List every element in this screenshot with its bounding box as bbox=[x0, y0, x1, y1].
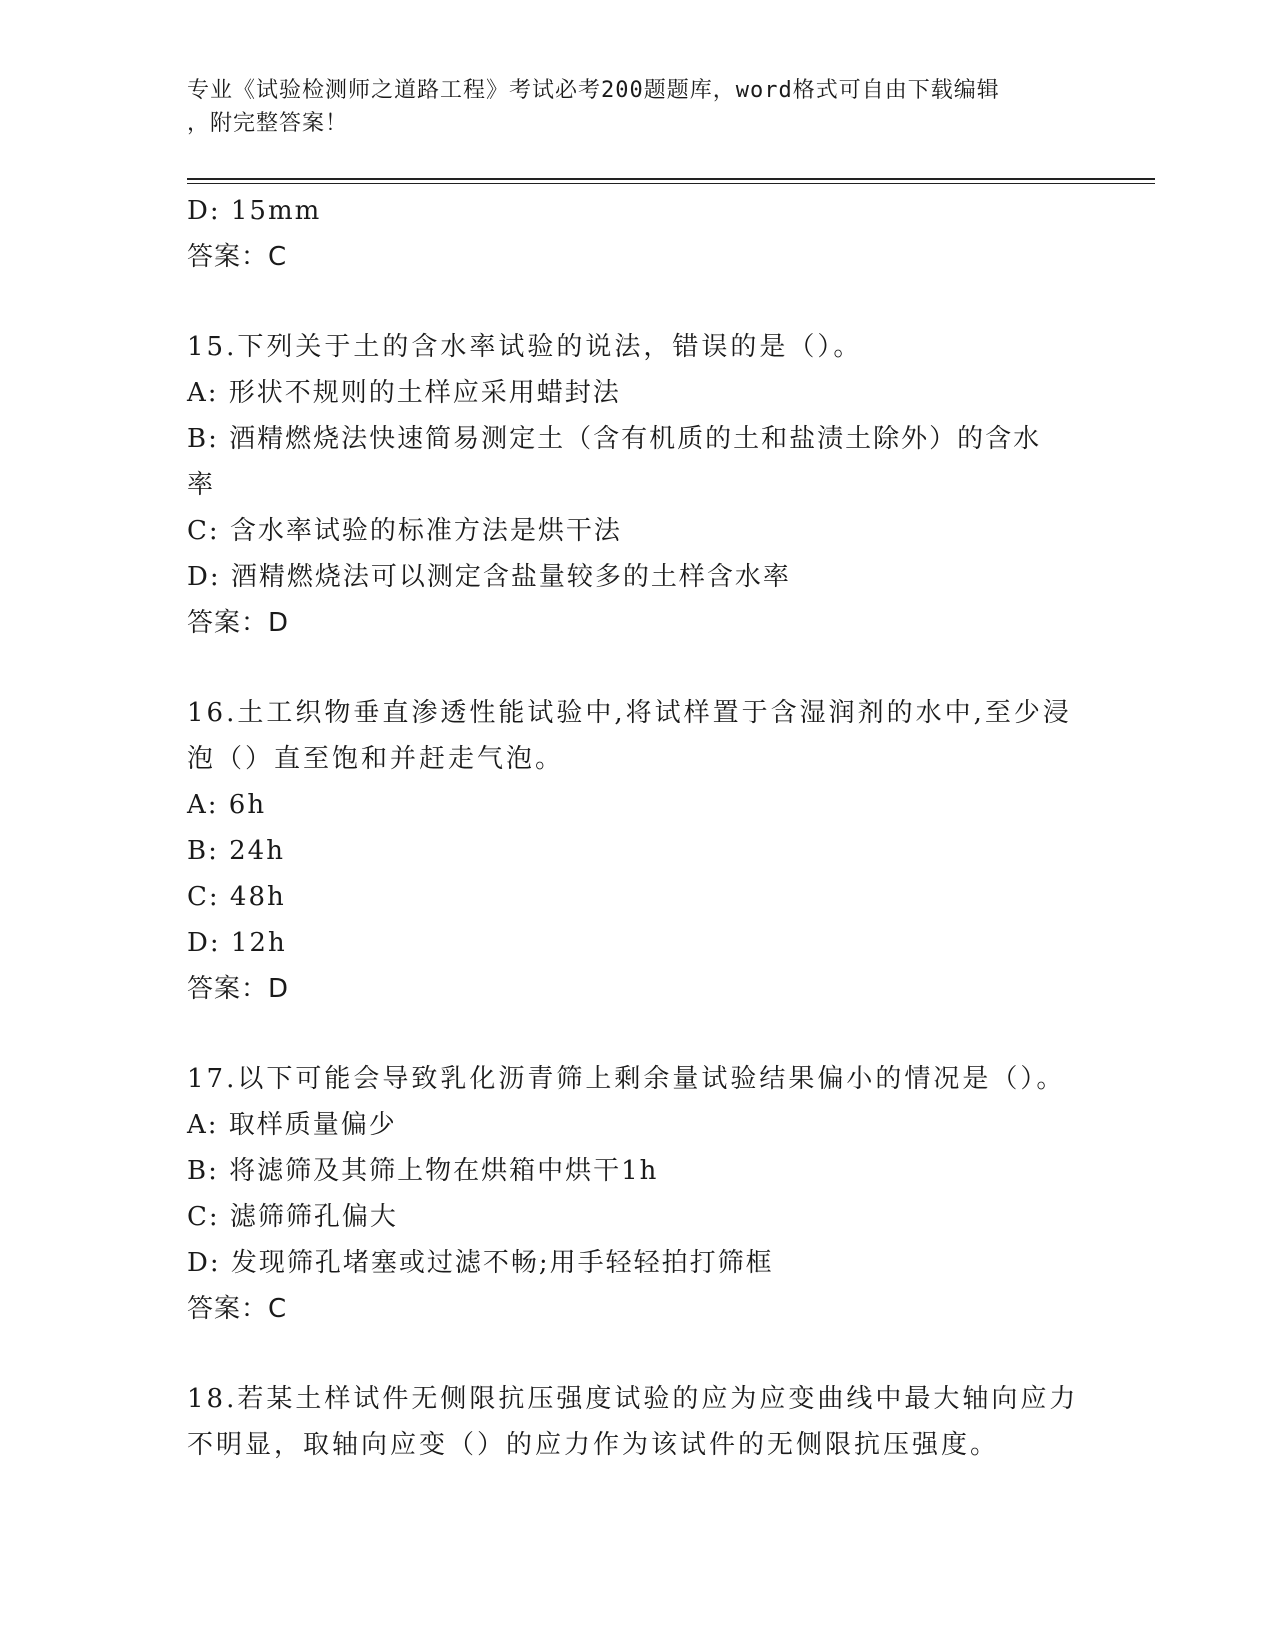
answer-line: 答案：C bbox=[187, 242, 288, 272]
question-text-continued: 泡（）直至饱和并赶走气泡。 bbox=[187, 744, 565, 774]
option-a: A: 形状不规则的土样应采用蜡封法 bbox=[187, 378, 621, 408]
option-a: A: 6h bbox=[187, 790, 267, 820]
option-b: B: 酒精燃烧法快速简易测定土（含有机质的土和盐渍土除外）的含水 bbox=[187, 424, 1042, 454]
header-line-2: ，附完整答案！ bbox=[187, 111, 349, 136]
question-text: 18.若某土样试件无侧限抗压强度试验的应为应变曲线中最大轴向应力 bbox=[187, 1384, 1079, 1414]
header-rule-thick bbox=[187, 178, 1155, 180]
question-text: 15.下列关于土的含水率试验的说法，错误的是（）。 bbox=[187, 332, 863, 362]
question-content bbox=[187, 188, 1087, 1468]
option-c: C: 含水率试验的标准方法是烘干法 bbox=[187, 516, 622, 546]
question-18 bbox=[187, 1376, 1087, 1468]
question-text: 16.土工织物垂直渗透性能试验中,将试样置于含湿润剂的水中,至少浸 bbox=[187, 698, 1072, 728]
question-text-continued: 不明显，取轴向应变（）的应力作为该试件的无侧限抗压强度。 bbox=[187, 1430, 1000, 1460]
option-d: D: 15mm bbox=[187, 196, 322, 226]
question-17 bbox=[187, 1056, 1087, 1332]
option-a: A: 取样质量偏少 bbox=[187, 1110, 397, 1140]
spacer bbox=[187, 646, 1087, 690]
document-header bbox=[187, 74, 1067, 140]
option-c: C: 48h bbox=[187, 882, 286, 912]
option-b: B: 24h bbox=[187, 836, 285, 866]
question-text: 17.以下可能会导致乳化沥青筛上剩余量试验结果偏小的情况是（）。 bbox=[187, 1064, 1066, 1094]
answer-line: 答案：D bbox=[187, 608, 290, 638]
spacer bbox=[187, 1332, 1087, 1376]
spacer bbox=[187, 280, 1087, 324]
header-line-1: 专业《试验检测师之道路工程》考试必考200题题库，word格式可自由下载编辑 bbox=[187, 78, 1000, 103]
option-b-continued: 率 bbox=[187, 470, 216, 500]
question-16 bbox=[187, 690, 1087, 1012]
option-b: B: 将滤筛及其筛上物在烘箱中烘干1h bbox=[187, 1156, 659, 1186]
option-c: C: 滤筛筛孔偏大 bbox=[187, 1202, 398, 1232]
option-d: D: 12h bbox=[187, 928, 287, 958]
spacer bbox=[187, 1012, 1087, 1056]
option-d: D: 发现筛孔堵塞或过滤不畅;用手轻轻拍打筛框 bbox=[187, 1248, 774, 1278]
answer-line: 答案：D bbox=[187, 974, 290, 1004]
question-15 bbox=[187, 324, 1087, 646]
header-rule-thin bbox=[187, 183, 1155, 184]
answer-line: 答案：C bbox=[187, 1294, 288, 1324]
option-d: D: 酒精燃烧法可以测定含盐量较多的土样含水率 bbox=[187, 562, 791, 592]
